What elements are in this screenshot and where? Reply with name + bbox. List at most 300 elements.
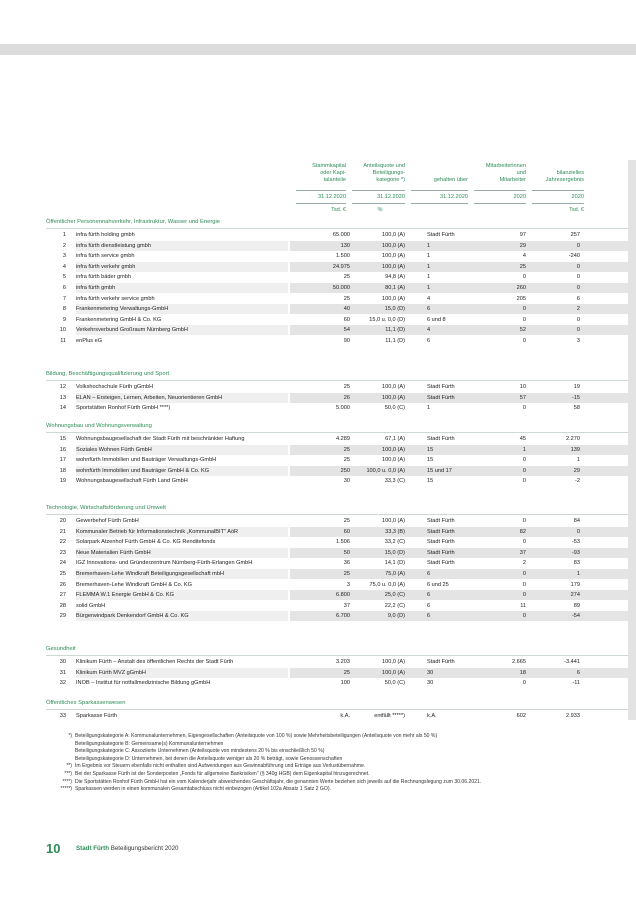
- header-date-3: 31.12.2020: [440, 194, 468, 200]
- quota-value: 100,0 (A): [381, 232, 405, 238]
- row-number: 28: [59, 602, 66, 609]
- company-name: Bremerhaven-Lehe Windkraft GmbH & Co. KG: [76, 581, 192, 588]
- company-name: Gewerbehof Fürth GmbH: [76, 518, 139, 524]
- held-via-value: 6 und 25: [427, 581, 449, 588]
- table-row: [46, 315, 628, 325]
- header-quota: Anteilsquote und Beteiligungs- kategorie *): [363, 163, 405, 183]
- company-name: wohnfürth Immobilien und Bauträger GmbH & Co. KG: [76, 467, 210, 474]
- employees-value: 82: [519, 528, 526, 535]
- company-name: solid GmbH: [76, 602, 106, 609]
- employees-value: 0: [522, 467, 526, 474]
- table-row: [46, 558, 628, 568]
- company-name: Volkshochschule Fürth gGmbH: [76, 384, 154, 390]
- capital-value: 90: [343, 338, 350, 344]
- table-row: [46, 403, 628, 413]
- footnote-marker: *****): [60, 786, 72, 793]
- company-name: Klinikum Fürth MVZ gGmbH: [76, 669, 146, 676]
- capital-value: 25: [343, 669, 350, 676]
- table-row: [46, 304, 628, 314]
- header-rule-5: [532, 190, 584, 191]
- capital-value: 25: [343, 457, 350, 464]
- row-number: 4: [62, 263, 66, 270]
- capital-value: 50.000: [332, 285, 350, 291]
- company-name: Neue Materialien Fürth GmbH: [76, 549, 151, 556]
- company-name: FLEMMA W.1 Energie GmbH & Co. KG: [76, 592, 174, 599]
- company-name: Sportstätten Ronhof Fürth GmbH ****): [76, 405, 171, 412]
- footnote: [58, 748, 578, 756]
- capital-value: 50: [343, 549, 350, 556]
- result-value: -53: [571, 539, 580, 546]
- row-number: 15: [59, 436, 66, 442]
- result-value: 2: [576, 306, 580, 313]
- section-rule: [46, 228, 628, 229]
- section-title: Technologie, Wirtschaftsförderung und Umwelt: [46, 505, 166, 511]
- table-row: [46, 241, 628, 251]
- section-title: Bildung, Beschäftigungsqualifizierung und Sport: [46, 371, 170, 377]
- footnote-marker: [58, 741, 75, 749]
- table-row: [46, 466, 628, 476]
- footnote-marker: ***): [64, 770, 72, 777]
- quota-value: 33,2 (C): [384, 539, 405, 546]
- employees-value: 2.665: [512, 659, 526, 665]
- quota-value: 100,0 (A): [381, 669, 405, 676]
- footnote-marker: [58, 748, 75, 756]
- employees-value: 602: [516, 713, 526, 719]
- row-number: 10: [59, 327, 66, 334]
- result-value: 1: [576, 457, 580, 464]
- quota-value: 15,0 (D): [384, 549, 405, 556]
- company-name: infra fürth verkehr service gmbh: [76, 295, 155, 302]
- capital-value: 36: [343, 560, 350, 567]
- table-row: [46, 476, 628, 486]
- result-value: -240: [568, 253, 580, 260]
- capital-value: 40: [343, 306, 350, 313]
- table-row: [46, 336, 628, 346]
- quota-value: 100,0 (A): [381, 242, 405, 249]
- company-name: infra fürth holding gmbh: [76, 232, 135, 238]
- row-number: 8: [62, 306, 66, 313]
- header-date-5: 2020: [571, 194, 584, 200]
- employees-value: 97: [519, 232, 526, 238]
- held-via-value: 15: [427, 478, 434, 485]
- quota-value: 100,0 (A): [381, 384, 405, 390]
- header-rule-1: [296, 190, 346, 191]
- footer-subtitle: Beteiligungsbericht 2020: [109, 845, 179, 852]
- result-value: 0: [576, 263, 580, 270]
- table-row: [46, 445, 628, 455]
- header-rule-3: [411, 190, 468, 191]
- quota-value: 94,8 (A): [385, 274, 405, 281]
- employees-value: 0: [522, 592, 526, 599]
- result-value: 0: [576, 327, 580, 334]
- employees-value: 11: [520, 602, 526, 609]
- row-number: 27: [59, 592, 66, 599]
- quota-value: 33,3 (B): [385, 528, 405, 535]
- table-row: [46, 382, 628, 392]
- capital-value: 4.289: [336, 436, 350, 442]
- table-row: [46, 601, 628, 611]
- capital-value: 24.975: [332, 263, 350, 270]
- employees-value: 18: [519, 669, 526, 676]
- result-value: 0: [576, 274, 580, 281]
- quota-value: 100,0 (A): [381, 394, 405, 401]
- held-via-value: 30: [427, 680, 434, 687]
- employees-value: 0: [522, 316, 526, 323]
- quota-value: 100,0 (A): [381, 446, 405, 453]
- row-number: 17: [59, 457, 66, 464]
- quota-value: 33,3 (C): [384, 478, 405, 485]
- quota-value: 11,1 (D): [385, 338, 405, 344]
- employees-value: 0: [522, 457, 526, 464]
- section-title: Öffentlicher Personennahverkehr, Infrastruktur, Wasser und Energie: [46, 219, 220, 225]
- row-number: 26: [59, 581, 66, 588]
- header-unit-5: Tsd. €: [569, 207, 584, 213]
- company-name: IGZ Innovations- und Gründerzentrum Nürnberg-Fürth-Erlangen GmbH: [76, 560, 253, 567]
- row-number: 11: [60, 338, 66, 344]
- header-capital: Stammkapital oder Kapi- talanteile: [312, 163, 346, 183]
- employees-value: 0: [522, 338, 526, 344]
- header-date-2: 31.12.2020: [377, 194, 405, 200]
- footnote-text: Im Ergebnis vor Steuern ebenfalls nicht enthalten sind Aufwendungen aus Gewinnabführung und Erträge aus Verlustübernahme.: [75, 763, 366, 770]
- held-via-value: 4: [427, 327, 431, 334]
- held-via-value: 1: [427, 253, 431, 260]
- row-number: 21: [59, 528, 66, 535]
- capital-value: 5.000: [336, 405, 350, 412]
- employees-value: 0: [522, 613, 526, 620]
- footer-title: [76, 845, 179, 852]
- company-name: infra fürth bäder gmbh: [76, 274, 132, 281]
- quota-value: 75,0 u. 0,0 (A): [369, 581, 405, 588]
- row-number: 33: [59, 713, 66, 719]
- page-number: 10: [46, 841, 61, 856]
- result-value: 274: [570, 592, 580, 599]
- section-title: Wohnungsbau und Wohnungsverwaltung: [46, 423, 152, 429]
- result-value: -11: [572, 680, 580, 687]
- result-value: -3.441: [564, 659, 580, 665]
- result-value: 0: [576, 285, 580, 291]
- quota-value: 80,1 (A): [385, 285, 405, 291]
- quota-value: 100,0 (A): [381, 253, 405, 260]
- held-via-value: 1: [427, 405, 431, 412]
- quota-value: 100,0 (A): [381, 263, 405, 270]
- table-row: [46, 393, 628, 403]
- capital-value: 1.500: [336, 253, 350, 260]
- table-row: [46, 272, 628, 282]
- employees-value: 1: [522, 446, 526, 453]
- header-rule-4: [474, 190, 526, 191]
- footnote-text: Beteiligungskategorie A: Kommunalunternehmen, Eigengesellschaften (Anteilsquote von 100 %) sowie Mehrheitsbeteiligungen (Anteilsquote von mehr als 50 %): [75, 733, 438, 739]
- employees-value: 25: [519, 263, 526, 270]
- footnote: [58, 771, 578, 779]
- header-result: bilanzielles Jahresergebnis: [545, 170, 584, 183]
- row-number: 29: [59, 613, 66, 620]
- company-name: Soziales Wohnen Fürth GmbH: [76, 446, 152, 453]
- table-row: [46, 548, 628, 558]
- capital-value: 100: [340, 680, 350, 687]
- quota-value: 100,0 (A): [381, 518, 405, 524]
- header-rule-9: [474, 203, 526, 204]
- table-row: [46, 580, 628, 590]
- capital-value: 3.203: [336, 659, 350, 665]
- quota-value: 25,0 (C): [384, 592, 405, 599]
- footnote-text: Bei der Sparkasse Fürth ist der Sonderposten „Fonds für allgemeine Bankrisiken" (§ 340g HGB) dem Eigenkapital hinzugerechnet.: [75, 770, 370, 777]
- footnote: [58, 779, 578, 787]
- result-value: 84: [573, 518, 580, 524]
- result-value: 2.270: [566, 436, 580, 442]
- capital-value: 30: [343, 478, 350, 485]
- result-value: 58: [573, 405, 580, 412]
- quota-value: 15,0 u. 0,0 (D): [369, 316, 405, 323]
- company-name: Frankenmetering Verwaltungs-GmbH: [76, 306, 169, 313]
- company-name: infra fürth service gmbh: [76, 253, 135, 260]
- employees-value: 52: [519, 327, 526, 334]
- footnote: [58, 756, 578, 764]
- right-edge-strip: [628, 160, 636, 720]
- held-via-value: 1: [427, 263, 431, 270]
- company-name: INOB – Institut für notfallmedizinische Bildung gGmbH: [76, 680, 211, 687]
- quota-value: 100,0 (A): [381, 659, 405, 665]
- employees-value: 205: [516, 295, 526, 302]
- header-rule-6: [296, 203, 346, 204]
- capital-value: 37: [343, 602, 350, 609]
- held-via-value: 6: [427, 613, 431, 620]
- held-via-value: 4: [427, 295, 431, 302]
- row-number: 23: [59, 549, 66, 556]
- row-number: 14: [59, 405, 66, 412]
- capital-value: 25: [343, 571, 350, 577]
- table-row: [46, 251, 628, 261]
- held-via-value: k.A.: [427, 713, 437, 719]
- footnote: [58, 733, 578, 741]
- row-number: 3: [62, 253, 66, 260]
- company-name: Bürgerwindpark Denkendorf GmbH & Co. KG: [76, 613, 189, 620]
- header-rule-10: [532, 203, 584, 204]
- held-via-value: Stadt Fürth: [427, 384, 455, 390]
- held-via-value: 1: [427, 242, 431, 249]
- held-via-value: 1: [427, 274, 431, 281]
- employees-value: 0: [522, 680, 526, 687]
- company-name: Klinikum Fürth – Anstalt des öffentlichen Rechts der Stadt Fürth: [76, 659, 234, 665]
- employees-value: 0: [522, 306, 526, 313]
- quota-value: 9,0 (D): [387, 613, 405, 620]
- footnote-text: Beteiligungskategorie B: Gemeinsame(s) Kommunalunternehmen: [75, 740, 224, 747]
- table-row: [46, 569, 628, 579]
- result-value: 89: [573, 602, 580, 609]
- quota-value: entfällt *****): [374, 713, 405, 719]
- company-name: Kommunaler Betrieb für Informationstechnik „KommunalBIT" AöR: [76, 528, 239, 535]
- footnote: [58, 741, 578, 749]
- capital-value: 1.506: [336, 539, 350, 546]
- header-held-via: gehalten über: [433, 177, 468, 183]
- held-via-value: 6: [427, 592, 431, 599]
- result-value: 0: [576, 316, 580, 323]
- capital-value: 6.700: [336, 613, 350, 620]
- company-name: infra fürth dienstleistung gmbh: [76, 242, 151, 249]
- header-date-4: 2020: [513, 194, 526, 200]
- section-rule: [46, 655, 628, 656]
- company-name: Wohnungsbaugesellschaft Fürth Land GmbH: [76, 478, 188, 485]
- row-number: 2: [62, 242, 66, 249]
- result-value: -2: [575, 478, 580, 485]
- footnote: [58, 763, 578, 771]
- section-rule: [46, 514, 628, 515]
- footnote-text: Beteiligungskategorie D: Unternehmen, bei denen die Anteilsquote weniger als 20 % beträgt, sowie Genossenschaften: [75, 755, 343, 762]
- held-via-value: 6 und 8: [427, 316, 446, 323]
- held-via-value: 6: [427, 306, 431, 313]
- table-row: [46, 434, 628, 444]
- company-name: infra fürth gmbh: [76, 285, 116, 291]
- result-value: 1: [576, 571, 580, 577]
- company-name: Bremerhaven-Lehe Windkraft Beteiligungsgesellschaft mbH: [76, 571, 224, 577]
- held-via-value: Stadt Fürth: [427, 394, 455, 401]
- held-via-value: 15: [427, 446, 434, 453]
- capital-value: 26: [343, 394, 350, 401]
- employees-value: 10: [519, 384, 526, 390]
- held-via-value: Stadt Fürth: [427, 518, 455, 524]
- held-via-value: 30: [427, 669, 434, 676]
- held-via-value: 15: [427, 457, 434, 464]
- header-date-1: 31.12.2020: [318, 194, 346, 200]
- capital-value: 54: [343, 327, 350, 334]
- quota-value: 11,1 (D): [385, 327, 405, 334]
- table-row: [46, 283, 628, 293]
- result-value: 19: [573, 384, 580, 390]
- table-row: [46, 262, 628, 272]
- quota-value: 67,1 (A): [385, 436, 405, 442]
- capital-value: 60: [343, 528, 350, 535]
- table-row: [46, 230, 628, 240]
- result-value: 83: [573, 560, 580, 567]
- table-row: [46, 527, 628, 537]
- footnote-marker: **): [66, 763, 72, 770]
- header-unit-1: Tsd. €: [331, 207, 346, 213]
- table-row: [46, 711, 628, 721]
- table-row: [46, 294, 628, 304]
- footnote-text: Die Sportstätten Ronhof Fürth GmbH hat ein vom Kalenderjahr abweichendes Geschäftsjahr, die genannten Werte beziehen sich jeweils auf die Rechnungslegung zum 30.06.2021.: [75, 778, 482, 785]
- row-number: 18: [59, 467, 66, 474]
- header-unit-2: %: [377, 207, 383, 213]
- result-value: 29: [573, 467, 580, 474]
- table-row: [46, 455, 628, 465]
- employees-value: 0: [522, 478, 526, 485]
- company-name: infra fürth verkehr gmbh: [76, 263, 136, 270]
- row-number: 12: [59, 384, 66, 390]
- row-number: 31: [59, 669, 66, 676]
- header-rule-7: [352, 203, 405, 204]
- result-value: 179: [570, 581, 580, 588]
- capital-value: 25: [343, 384, 350, 390]
- footnotes: [58, 733, 578, 794]
- result-value: 0: [576, 528, 580, 535]
- table-row: [46, 590, 628, 600]
- result-value: 0: [576, 242, 580, 249]
- header-rule-8: [411, 203, 468, 204]
- section-rule: [46, 380, 628, 381]
- company-name: enPlus eG: [76, 338, 103, 344]
- row-number: 22: [59, 539, 66, 546]
- row-number: 24: [59, 560, 66, 567]
- result-value: -93: [571, 549, 580, 556]
- capital-value: 250: [340, 467, 350, 474]
- capital-value: 25: [343, 274, 350, 281]
- quota-value: 75,0 (A): [385, 571, 405, 577]
- employees-value: 0: [522, 518, 526, 524]
- result-value: -15: [571, 394, 580, 401]
- table-row: [46, 537, 628, 547]
- held-via-value: Stadt Fürth: [427, 549, 455, 556]
- employees-value: 37: [519, 549, 526, 556]
- held-via-value: 6: [427, 571, 431, 577]
- result-value: 257: [570, 232, 580, 238]
- row-number: 5: [62, 274, 66, 281]
- row-number: 20: [59, 518, 66, 524]
- employees-value: 4: [522, 253, 526, 260]
- table-row: [46, 678, 628, 688]
- footnote-text: Beteiligungskategorie C: Assoziierte Unternehmen (Anteilsquote von mindestens 20 % bis einschließlich 50 %): [75, 748, 325, 755]
- quota-value: 100,0 (A): [381, 457, 405, 464]
- result-value: 6: [576, 295, 580, 302]
- capital-value: 130: [340, 242, 350, 249]
- quota-value: 100,0 (A): [381, 295, 405, 302]
- result-value: 139: [570, 446, 580, 453]
- capital-value: 3: [346, 581, 350, 588]
- company-name: ELAN – Ersteigen, Lernen, Arbeiten, Neuorientieren GmbH: [76, 394, 223, 401]
- section-title: Gesundheit: [46, 646, 76, 652]
- row-number: 7: [62, 295, 66, 302]
- held-via-value: Stadt Fürth: [427, 539, 455, 546]
- result-value: 3: [576, 338, 580, 344]
- footnote-marker: ****): [62, 778, 72, 785]
- result-value: -54: [571, 613, 580, 620]
- footnote: [58, 786, 578, 794]
- company-name: Verkehrsverbund Großraum Nürnberg GmbH: [76, 327, 188, 334]
- capital-value: 6.800: [336, 592, 350, 599]
- employees-value: 0: [522, 571, 526, 577]
- result-value: 2.933: [566, 713, 580, 719]
- employees-value: 0: [522, 539, 526, 546]
- table-row: [46, 516, 628, 526]
- employees-value: 2: [522, 560, 526, 567]
- row-number: 13: [59, 394, 66, 401]
- employees-value: 0: [522, 274, 526, 281]
- row-number: 16: [59, 446, 66, 453]
- footer-city: Stadt Fürth: [76, 845, 109, 852]
- top-gray-band: [0, 44, 636, 55]
- capital-value: k.A.: [340, 713, 350, 719]
- employees-value: 45: [519, 436, 526, 442]
- held-via-value: 15 und 17: [427, 467, 452, 474]
- table-row: [46, 668, 628, 678]
- table-row: [46, 325, 628, 335]
- row-number: 30: [59, 659, 66, 665]
- quota-value: 22,2 (C): [384, 602, 405, 609]
- employees-value: 0: [522, 581, 526, 588]
- header-rule-2: [352, 190, 405, 191]
- footnote-text: Sparkassen werden in einen kommunalen Gesamtabschluss nicht einbezogen (Artikel 102a Absatz 1 Satz 2 GO).: [75, 786, 331, 793]
- row-number: 25: [59, 571, 66, 577]
- row-number: 19: [59, 478, 66, 485]
- quota-value: 50,0 (C): [384, 680, 405, 687]
- row-number: 1: [62, 232, 66, 238]
- capital-value: 25: [343, 518, 350, 524]
- held-via-value: Stadt Fürth: [427, 528, 455, 535]
- section-rule: [46, 709, 628, 710]
- section-title: Öffentliches Sparkassenwesen: [46, 700, 126, 706]
- row-number: 9: [62, 316, 66, 323]
- company-name: wohnfürth Immobilien und Bauträger Verwaltungs-GmbH: [76, 457, 217, 464]
- result-value: 6: [576, 669, 580, 676]
- employees-value: 57: [519, 394, 526, 401]
